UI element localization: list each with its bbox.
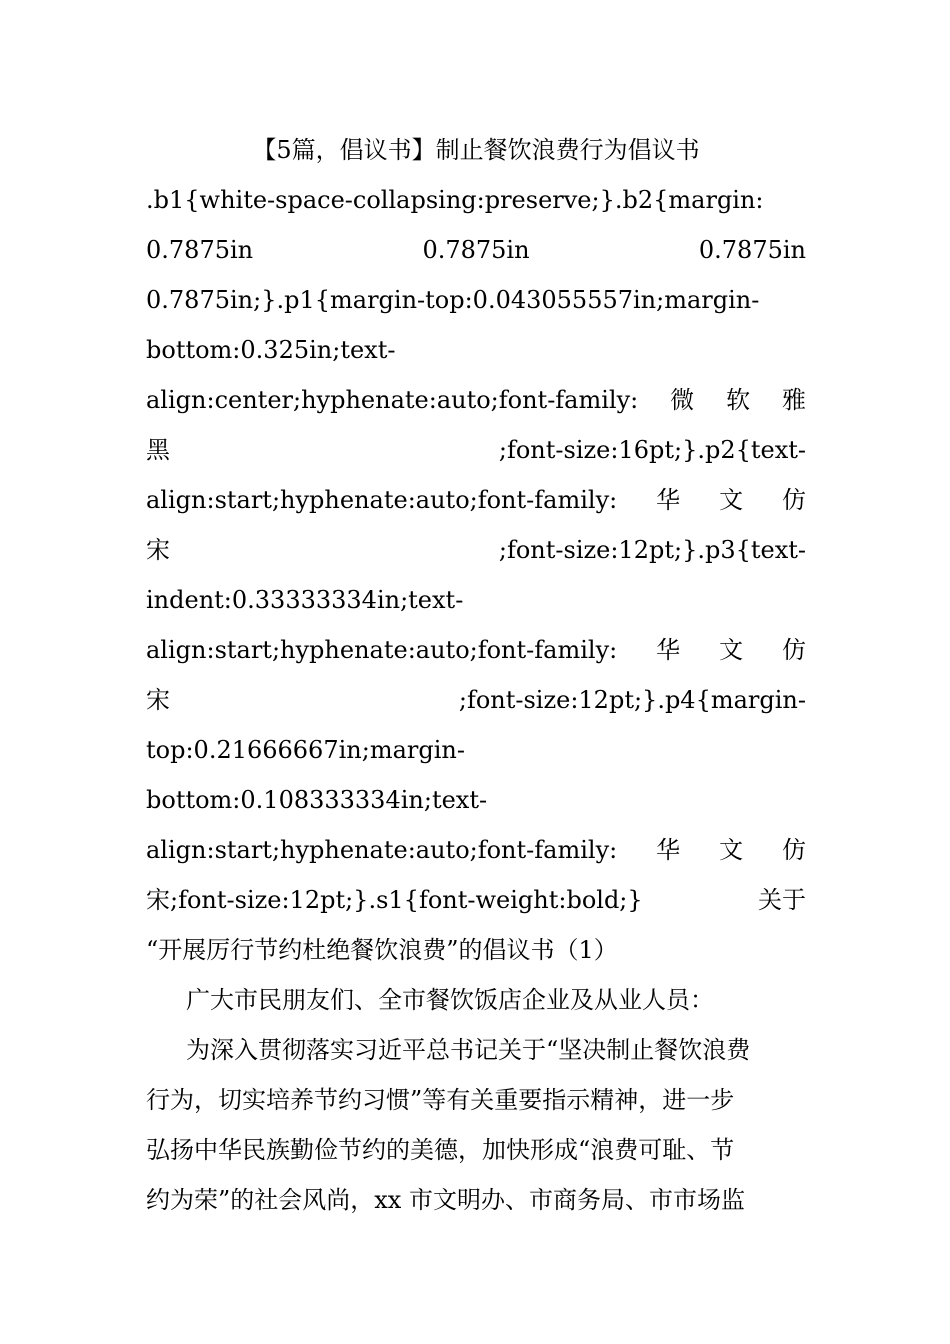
text-line xyxy=(146,434,806,466)
text-fragment: 华 xyxy=(656,486,681,514)
text-line xyxy=(146,334,806,366)
text-fragment: top:0.21666667in;margin- xyxy=(146,736,465,764)
text-fragment: 文 xyxy=(719,486,744,514)
text-fragment: 软 xyxy=(726,386,751,414)
body-line: 为深入贯彻落实习近平总书记关于“坚决制止餐饮浪费 xyxy=(186,1036,751,1064)
text-fragment: 关于 xyxy=(758,886,806,914)
text-line xyxy=(146,634,806,666)
proposal-heading xyxy=(146,934,806,966)
text-fragment: align:center;hyphenate:auto;font-family: xyxy=(146,386,639,414)
text-fragment: align:start;hyphenate:auto;font-family: xyxy=(146,836,618,864)
text-fragment: indent:0.33333334in;text- xyxy=(146,586,464,614)
document-title: 【5篇，倡议书】制止餐饮浪费行为倡议书 xyxy=(252,136,700,164)
text-fragment: align:start;hyphenate:auto;font-family: xyxy=(146,636,618,664)
text-fragment: ;font-size:16pt;}.p2{text- xyxy=(498,436,806,464)
text-line xyxy=(146,834,806,866)
text-fragment: “开展厉行节约杜绝餐饮浪费”的倡议书（1） xyxy=(146,936,618,964)
text-line xyxy=(146,534,806,566)
body-line: 约为荣”的社会风尚，xx 市文明办、市商务局、市市场监 xyxy=(146,1186,745,1214)
body-line: 行为，切实培养节约习惯”等有关重要指示精神，进一步 xyxy=(146,1086,735,1114)
text-fragment: ;font-size:12pt;}.p3{text- xyxy=(498,536,806,564)
text-line xyxy=(146,784,806,816)
text-fragment: 仿 xyxy=(781,486,806,514)
text-fragment: 雅 xyxy=(781,386,806,414)
text-fragment: 华 xyxy=(656,836,681,864)
text-fragment: 仿 xyxy=(781,836,806,864)
text-line xyxy=(146,284,806,316)
text-fragment: 仿 xyxy=(781,636,806,664)
text-fragment: 宋;font-size:12pt;}.s1{font-weight:bold;} xyxy=(146,886,643,914)
text-fragment: 宋 xyxy=(146,536,170,564)
text-line xyxy=(146,184,806,216)
text-fragment: 0.7875in xyxy=(698,236,806,264)
text-fragment: 黑 xyxy=(146,436,170,464)
text-line xyxy=(146,884,806,916)
text-fragment: 0.7875in xyxy=(146,236,254,264)
text-line xyxy=(146,484,806,516)
text-fragment: align:start;hyphenate:auto;font-family: xyxy=(146,486,618,514)
text-fragment: 0.7875in xyxy=(422,236,530,264)
text-fragment: 宋 xyxy=(146,686,170,714)
body-line: 弘扬中华民族勤俭节约的美德，加快形成“浪费可耻、节 xyxy=(146,1136,735,1164)
text-fragment: 微 xyxy=(670,386,695,414)
text-line xyxy=(146,584,806,616)
text-fragment: ;font-size:12pt;}.p4{margin- xyxy=(458,686,806,714)
text-fragment: bottom:0.108333334in;text- xyxy=(146,786,488,814)
salutation: 广大市民朋友们、全市餐饮饭店企业及从业人员： xyxy=(186,986,714,1014)
text-line xyxy=(146,234,806,266)
text-fragment: 文 xyxy=(719,636,744,664)
text-fragment: bottom:0.325in;text- xyxy=(146,336,396,364)
text-line xyxy=(146,734,806,766)
text-fragment: 华 xyxy=(656,636,681,664)
text-fragment: .b1{white-space-collapsing:preserve;}.b2{margin: xyxy=(146,186,764,214)
text-line xyxy=(146,384,806,416)
text-fragment: 文 xyxy=(719,836,744,864)
text-fragment: 0.7875in;}.p1{margin-top:0.043055557in;margin- xyxy=(146,286,760,314)
text-line xyxy=(146,684,806,716)
